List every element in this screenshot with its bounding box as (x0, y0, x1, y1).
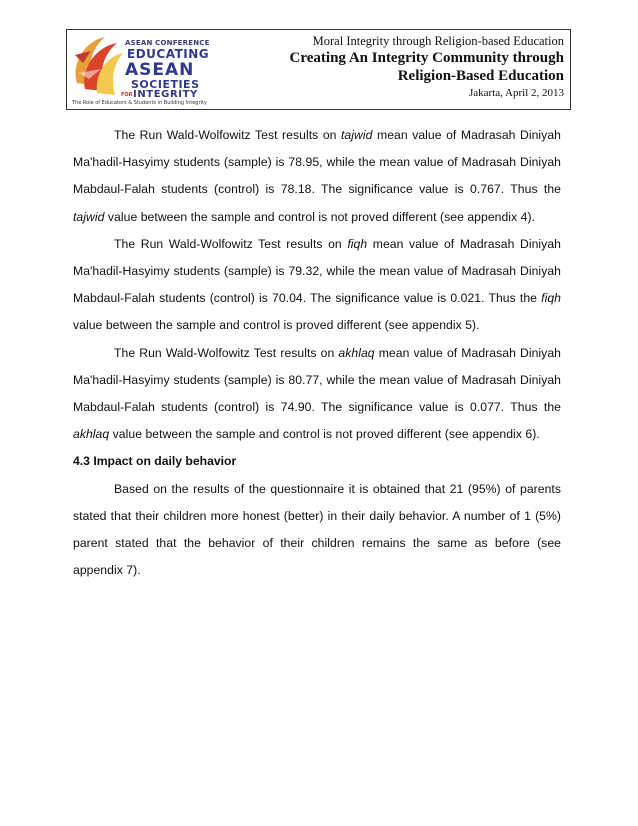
text-span: mean value of Madrasah Diniyah Ma'hadil-Hasyimy students (sample) is 80.77, while the mean value of Madrasah Diniyah Mabdaul-Falah students (control) is 74.90. The significance value is 0.077. Thus the (73, 345, 561, 415)
header-title-line-1: Creating An Integrity Community through (289, 50, 564, 66)
logo-line-2: ASEAN (125, 60, 195, 80)
italic-term: akhlaq (338, 345, 375, 360)
logo-conference-text: ASEAN CONFERENCE (125, 39, 210, 47)
paragraph-fiqh (73, 231, 561, 340)
logo-line-3: SOCIETIES (131, 78, 200, 91)
logo-line-1: EDUCATING (127, 47, 210, 61)
conference-logo (71, 33, 249, 106)
text-span: The Run Wald-Wolfowitz Test results on (114, 128, 341, 142)
logo-for-text: FOR (121, 92, 133, 98)
paragraph-daily-behavior: Based on the results of the questionnaire it is obtained that 21 (95%) of parents stated that their children more honest (better) in their daily behavior. A number of 1 (5%) parent stated that the behavior of their children remains the same as before (see appendix 7). (73, 481, 561, 578)
header-subtitle: Moral Integrity through Religion-based Education (312, 34, 564, 48)
text-span: mean value of Madrasah Diniyah Ma'hadil-Hasyimy students (sample) is 79.32, while the mean value of Madrasah Diniyah Mabdaul-Falah students (control) is 70.04. The significance value is 0.021. Thus the (73, 236, 561, 306)
italic-term: tajwid (73, 209, 105, 224)
page-content (73, 122, 561, 584)
logo-tagline: The Role of Educators & Students in Building Integrity (72, 100, 207, 106)
logo-swirl-icon (71, 33, 131, 99)
text-span: The Run Wald-Wolfowitz Test results on (114, 345, 339, 360)
paragraph-tajwid (73, 122, 561, 231)
italic-term: tajwid (341, 128, 373, 142)
header-title-line-2: Religion-Based Education (397, 68, 564, 84)
text-span: value between the sample and control is proved different (see appendix 5). (73, 318, 480, 333)
page-header (66, 29, 571, 110)
italic-term: fiqh (541, 291, 561, 306)
paragraph-akhlaq (73, 340, 561, 449)
header-date: Jakarta, April 2, 2013 (468, 87, 564, 99)
text-span: mean value of Madrasah Diniyah Ma'hadil-Hasyimy students (sample) is 78.95, while the mean value of Madrasah Diniyah Mabdaul-Falah students (control) is 78.18. The significance value is 0.767. Thus the (73, 128, 561, 197)
text-span: value between the sample and control is not proved different (see appendix 6). (109, 427, 540, 442)
italic-term: akhlaq (73, 427, 110, 442)
logo-line-4: INTEGRITY (133, 89, 198, 100)
header-text-block (290, 34, 564, 100)
text-span: value between the sample and control is not proved different (see appendix 4). (104, 209, 536, 224)
text-span: The Run Wald-Wolfowitz Test results on (114, 236, 348, 251)
section-heading: 4.3 Impact on daily behavior (73, 454, 237, 469)
italic-term: fiqh (347, 236, 368, 251)
